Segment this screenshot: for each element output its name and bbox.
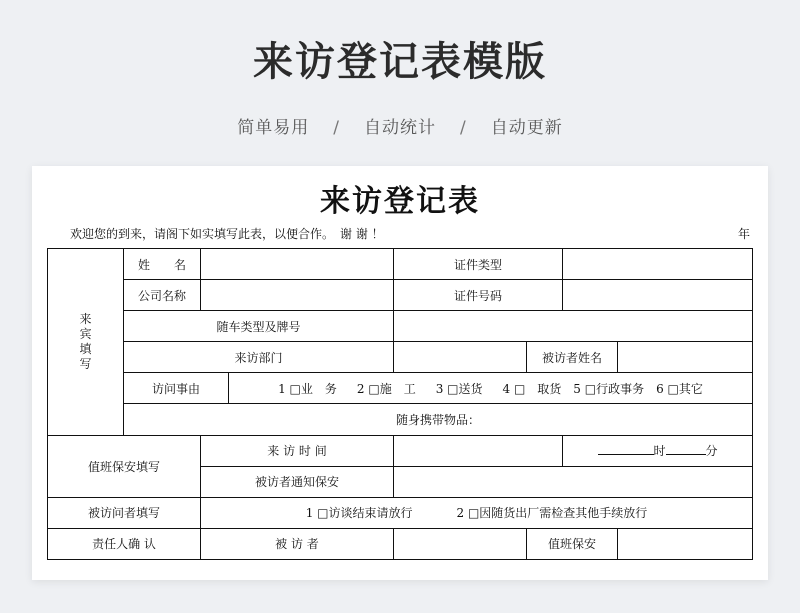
year-label: 年 — [738, 227, 751, 241]
notify-field[interactable] — [394, 466, 753, 497]
visitee-sign-label: 被 访 者 — [201, 528, 394, 559]
feature-1: 简单易用 — [237, 118, 310, 138]
id-type-label: 证件类型 — [394, 249, 563, 280]
purpose-option[interactable]: 5 □行政事务 — [573, 381, 645, 396]
vehicle-label: 随车类型及牌号 — [124, 311, 394, 342]
visit-time-clock[interactable] — [563, 435, 753, 466]
separator: / — [460, 118, 467, 138]
page-title: 来访登记表模版 — [253, 39, 547, 85]
registration-table — [47, 248, 753, 560]
notify-label: 被访者通知保安 — [201, 466, 394, 497]
purpose-option[interactable]: 2 □施 工 — [356, 381, 416, 396]
company-field[interactable] — [201, 280, 394, 311]
dept-field[interactable] — [394, 342, 527, 373]
visit-time-label: 来 访 时 间 — [201, 435, 394, 466]
visitee-options — [201, 497, 753, 528]
guard-sign-label: 值班保安 — [527, 528, 618, 559]
dept-label: 来访部门 — [124, 342, 394, 373]
purpose-option[interactable]: 4 □ 取货 — [502, 381, 562, 396]
items-field[interactable]: 随身携带物品： — [124, 404, 753, 435]
visitor-section-label: 来 宾 填 写 — [48, 249, 124, 436]
visitee-name-field[interactable] — [618, 342, 753, 373]
minute-label: 分 — [705, 444, 718, 459]
visitee-name-label: 被访者姓名 — [527, 342, 618, 373]
purpose-option[interactable]: 3 □送货 — [435, 381, 483, 396]
name-field[interactable] — [201, 249, 394, 280]
visit-time-field[interactable] — [394, 435, 563, 466]
vehicle-field[interactable] — [394, 311, 753, 342]
intro-text: 欢迎您的到来，请阁下如实填写此表，以便合作。 谢 谢 ！ — [70, 227, 384, 241]
release-option-2[interactable]: 2 □因随货出厂需检查其他手续放行 — [456, 506, 648, 521]
company-label: 公司名称 — [124, 280, 201, 311]
purpose-label: 访问事由 — [124, 373, 229, 404]
release-option-1[interactable]: 1 □访谈结束请放行 — [305, 506, 413, 521]
guard-section-label: 值班保安填写 — [48, 435, 201, 497]
subtitle — [0, 113, 800, 138]
separator: / — [333, 118, 340, 138]
visitee-sign-field[interactable] — [394, 528, 527, 559]
hour-label: 时 — [653, 444, 666, 459]
visitee-section-label: 被访问者填写 — [48, 497, 201, 528]
id-number-field[interactable] — [563, 280, 753, 311]
id-number-label: 证件号码 — [394, 280, 563, 311]
purpose-option[interactable]: 6 □其它 — [656, 381, 703, 396]
guard-sign-field[interactable] — [618, 528, 753, 559]
form-title: 来访登记表 — [320, 184, 480, 219]
id-type-field[interactable] — [563, 249, 753, 280]
purpose-option[interactable]: 1 □业 务 — [278, 381, 337, 396]
feature-2: 自动统计 — [364, 118, 436, 138]
name-label: 姓 名 — [124, 249, 201, 280]
purpose-options — [229, 373, 753, 404]
sign-section-label: 责任人确 认 — [48, 528, 201, 559]
feature-3: 自动更新 — [490, 118, 563, 138]
